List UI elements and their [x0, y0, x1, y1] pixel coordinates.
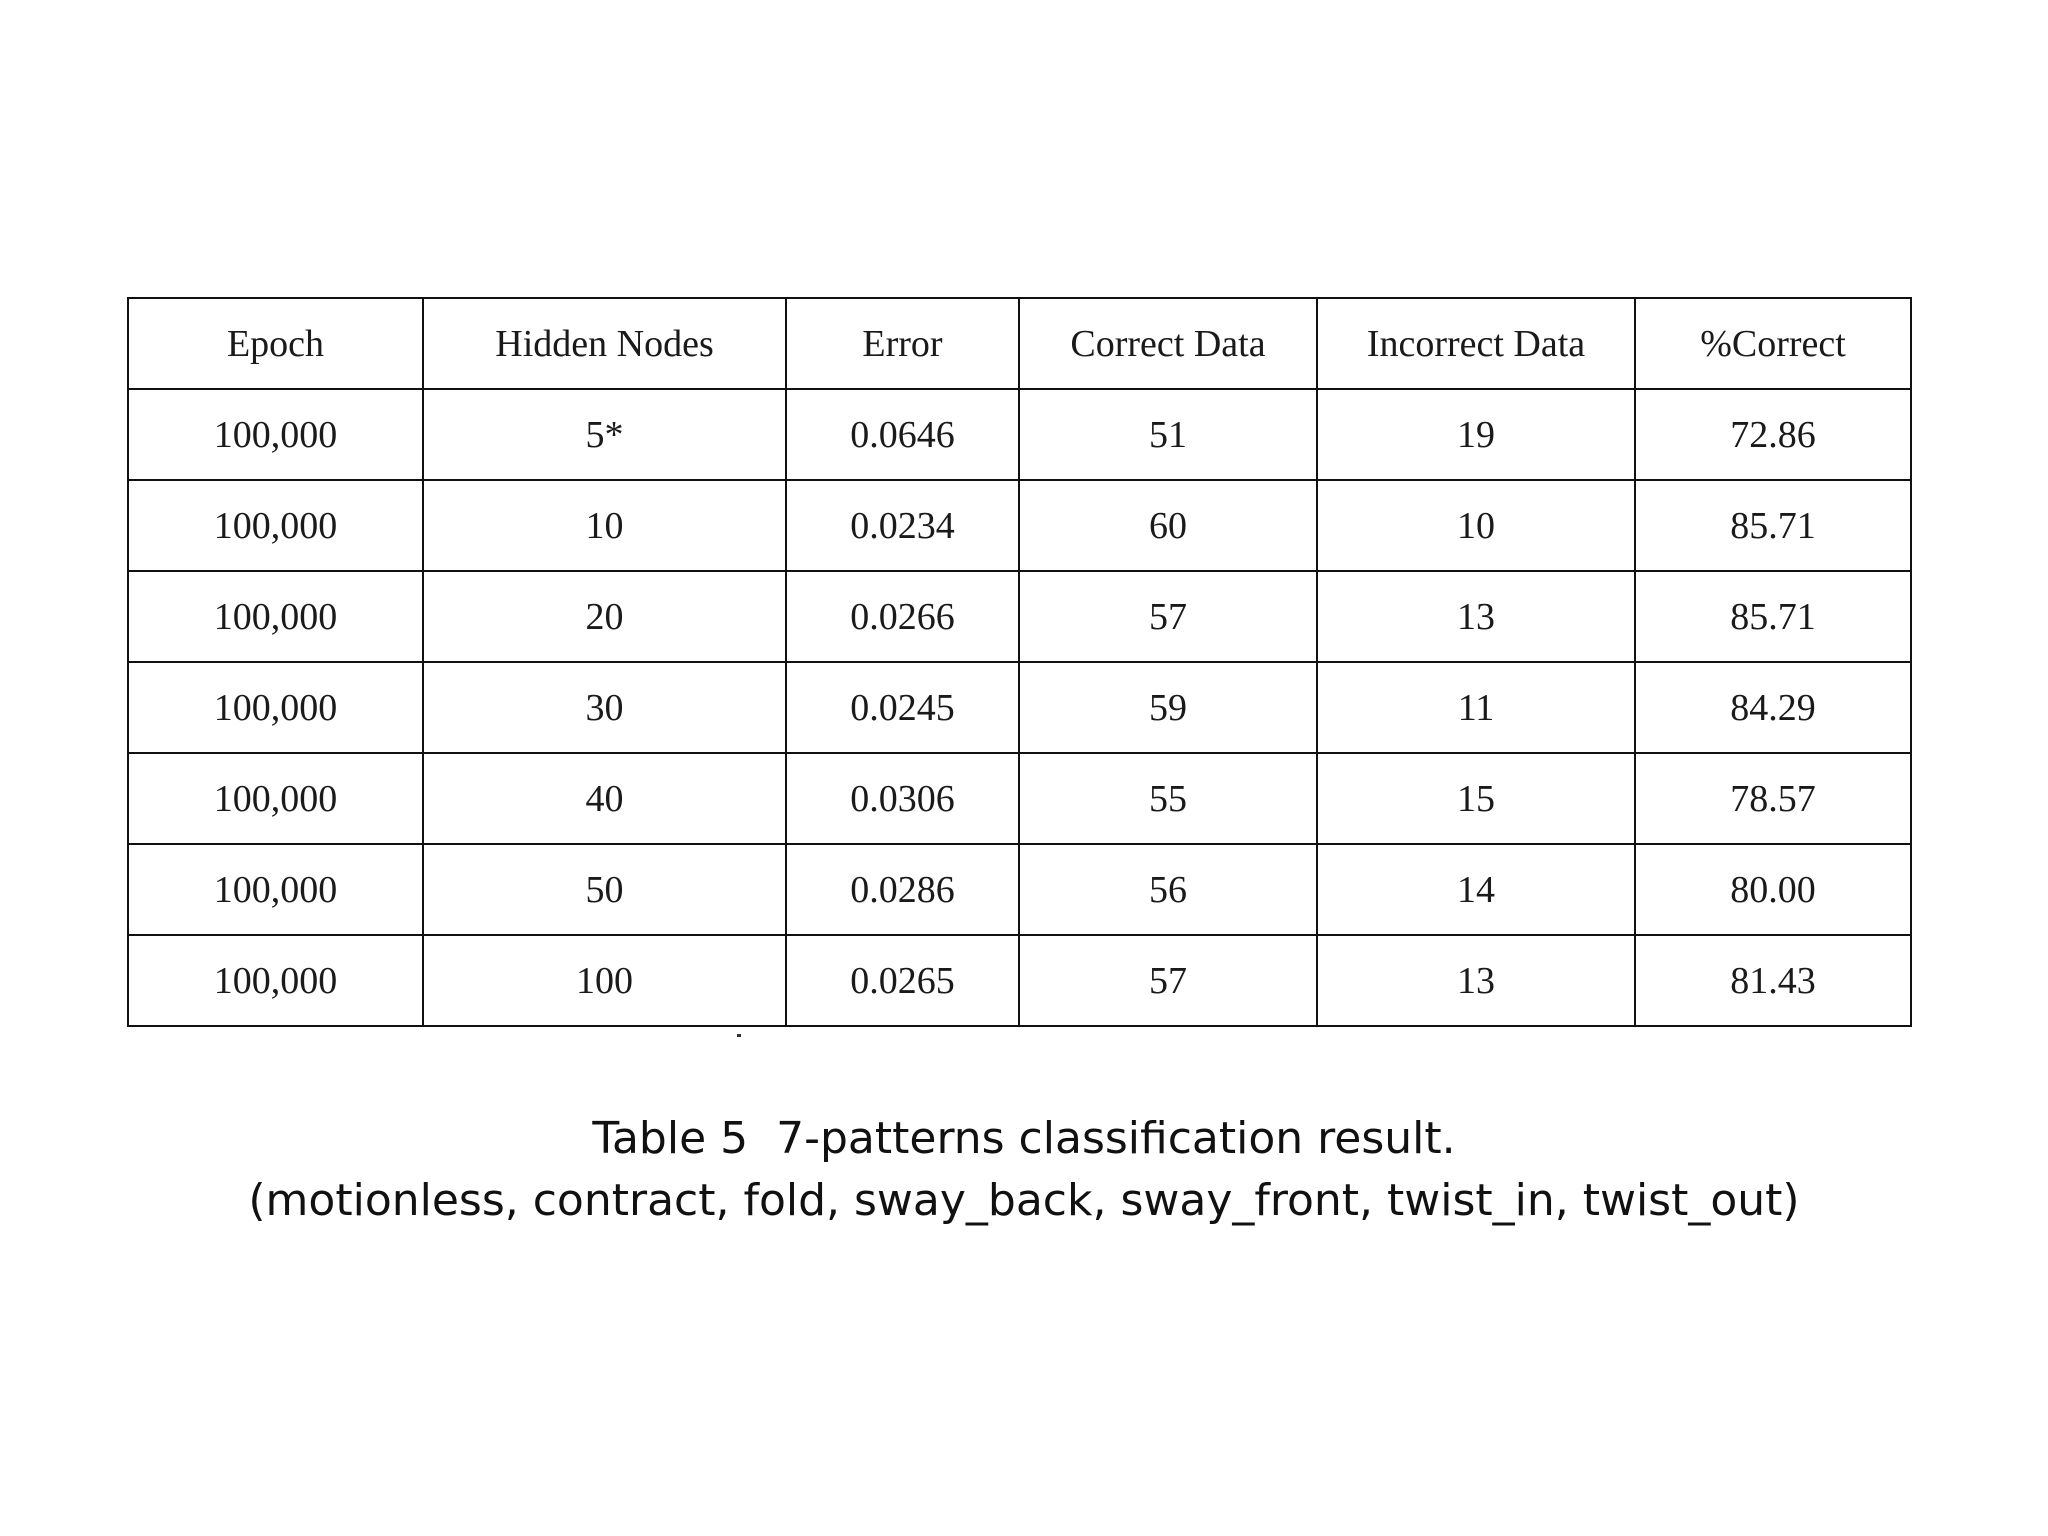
cell-error: 0.0646 — [786, 389, 1019, 480]
cell-epoch: 100,000 — [128, 753, 423, 844]
cell-percent-correct: 84.29 — [1635, 662, 1911, 753]
cell-incorrect-data: 14 — [1317, 844, 1635, 935]
table-row — [128, 935, 1911, 1026]
cell-hidden-nodes: 5* — [423, 389, 786, 480]
table-row — [128, 480, 1911, 571]
cell-hidden-nodes: 20 — [423, 571, 786, 662]
table-caption — [0, 1108, 2048, 1232]
cell-epoch: 100,000 — [128, 571, 423, 662]
cell-correct-data: 55 — [1019, 753, 1317, 844]
cell-hidden-nodes: 40 — [423, 753, 786, 844]
table-row — [128, 662, 1911, 753]
cell-correct-data: 59 — [1019, 662, 1317, 753]
cell-correct-data: 57 — [1019, 935, 1317, 1026]
cell-correct-data: 56 — [1019, 844, 1317, 935]
table-body — [128, 389, 1911, 1026]
results-table-container — [127, 297, 1912, 1027]
cell-correct-data: 57 — [1019, 571, 1317, 662]
header-incorrect-data: Incorrect Data — [1317, 298, 1635, 389]
results-table — [127, 297, 1912, 1027]
cell-epoch: 100,000 — [128, 389, 423, 480]
cell-incorrect-data: 13 — [1317, 935, 1635, 1026]
cell-hidden-nodes: 100 — [423, 935, 786, 1026]
cell-error: 0.0265 — [786, 935, 1019, 1026]
cell-error: 0.0306 — [786, 753, 1019, 844]
cell-hidden-nodes: 10 — [423, 480, 786, 571]
cell-incorrect-data: 13 — [1317, 571, 1635, 662]
cell-error: 0.0245 — [786, 662, 1019, 753]
cell-percent-correct: 72.86 — [1635, 389, 1911, 480]
cell-correct-data: 60 — [1019, 480, 1317, 571]
header-percent-correct: %Correct — [1635, 298, 1911, 389]
cell-percent-correct: 81.43 — [1635, 935, 1911, 1026]
table-row — [128, 571, 1911, 662]
stray-mark — [737, 1034, 741, 1037]
cell-percent-correct: 80.00 — [1635, 844, 1911, 935]
cell-percent-correct: 78.57 — [1635, 753, 1911, 844]
cell-error: 0.0266 — [786, 571, 1019, 662]
cell-percent-correct: 85.71 — [1635, 571, 1911, 662]
cell-hidden-nodes: 30 — [423, 662, 786, 753]
table-row — [128, 389, 1911, 480]
cell-epoch: 100,000 — [128, 480, 423, 571]
caption-pattern-list: (motionless, contract, fold, sway_back, sway_front, twist_in, twist_out) — [248, 1175, 1800, 1226]
header-row — [128, 298, 1911, 389]
cell-epoch: 100,000 — [128, 662, 423, 753]
cell-percent-correct: 85.71 — [1635, 480, 1911, 571]
cell-epoch: 100,000 — [128, 935, 423, 1026]
cell-error: 0.0234 — [786, 480, 1019, 571]
cell-correct-data: 51 — [1019, 389, 1317, 480]
cell-incorrect-data: 11 — [1317, 662, 1635, 753]
cell-error: 0.0286 — [786, 844, 1019, 935]
cell-epoch: 100,000 — [128, 844, 423, 935]
header-correct-data: Correct Data — [1019, 298, 1317, 389]
cell-hidden-nodes: 50 — [423, 844, 786, 935]
caption-title: Table 5 7-patterns classification result. — [592, 1113, 1456, 1164]
header-error: Error — [786, 298, 1019, 389]
header-hidden-nodes: Hidden Nodes — [423, 298, 786, 389]
table-row — [128, 753, 1911, 844]
header-epoch: Epoch — [128, 298, 423, 389]
table-header — [128, 298, 1911, 389]
cell-incorrect-data: 19 — [1317, 389, 1635, 480]
table-row — [128, 844, 1911, 935]
cell-incorrect-data: 15 — [1317, 753, 1635, 844]
cell-incorrect-data: 10 — [1317, 480, 1635, 571]
